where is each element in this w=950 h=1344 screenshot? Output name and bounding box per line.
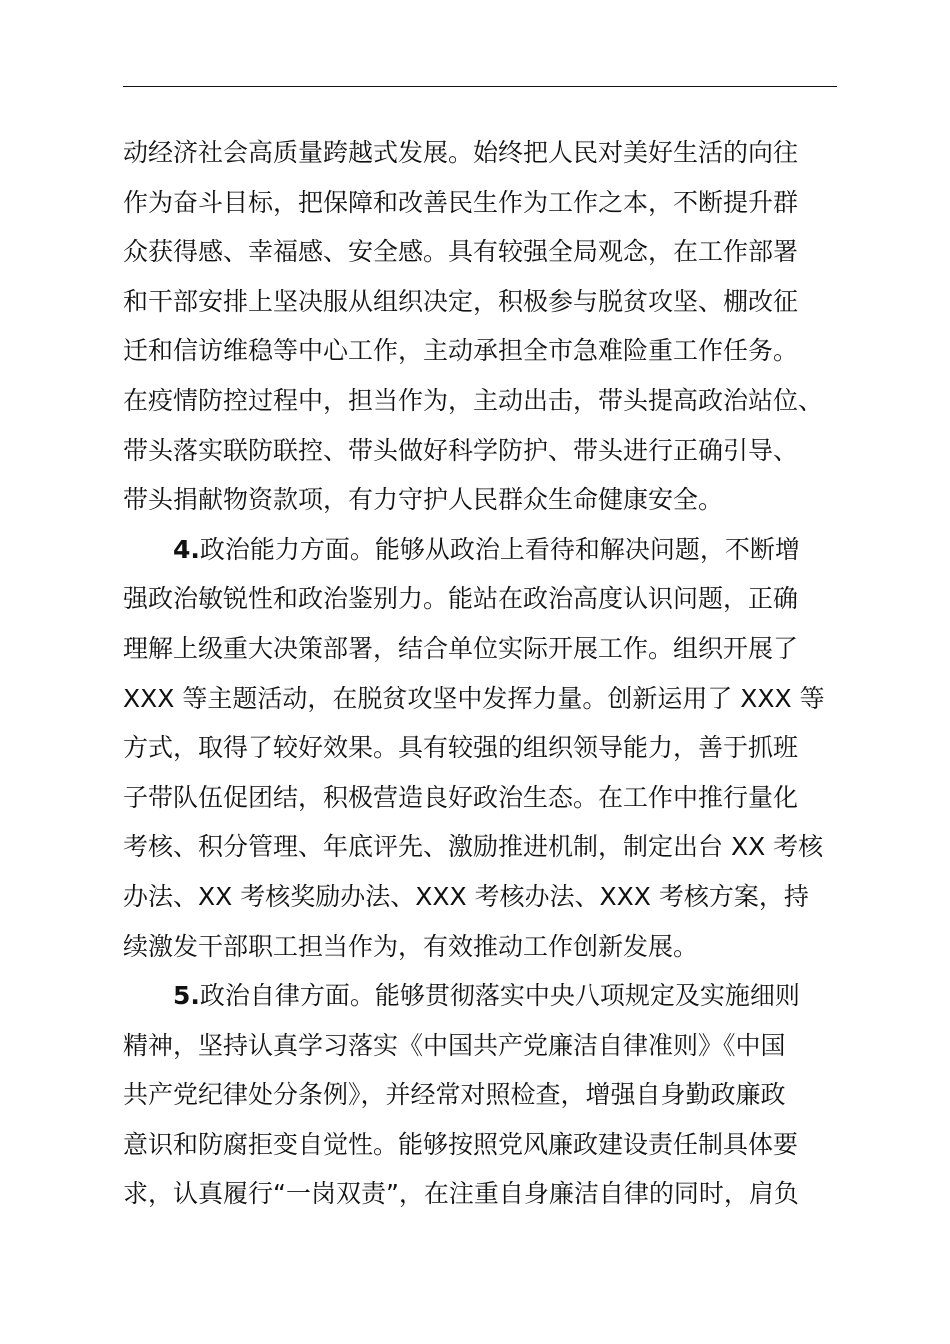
paragraph-line: 强政治敏锐性和政治鉴别力。能站在政治高度认识问题，正确 — [123, 584, 799, 614]
paragraph-line: 方式，取得了较好效果。具有较强的组织领导能力，善于抓班 — [123, 733, 799, 763]
paragraph-line: 求，认真履行“一岗双责”，在注重自身廉洁自律的同时，肩负 — [123, 1179, 799, 1209]
section-heading-text: 政治自律方面。能够贯彻落实中央八项规定及实施细则 — [199, 981, 800, 1011]
paragraph-line: 作为奋斗目标，把保障和改善民生作为工作之本，不断提升群 — [123, 187, 799, 217]
section-heading-line — [123, 525, 837, 575]
paragraph-line: 迁和信访维稳等中心工作，主动承担全市急难险重工作任务。 — [123, 336, 799, 366]
paragraph-line: 共产党纪律处分条例》，并经常对照检查，增强自身勤政廉政 — [123, 1080, 786, 1110]
paragraph-line: 意识和防腐拒变自觉性。能够按照党风廉政建设责任制具体要 — [123, 1129, 799, 1159]
section-number: 4. — [173, 534, 200, 564]
paragraph-line: 子带队伍促团结，积极营造良好政治生态。在工作中推行量化 — [123, 782, 799, 812]
section-heading-text: 政治能力方面。能够从政治上看待和解决问题，不断增 — [199, 534, 800, 564]
body-text — [123, 128, 837, 1219]
section-heading-line — [123, 971, 837, 1021]
section-number: 5. — [173, 981, 200, 1011]
paragraph-line: 动经济社会高质量跨越式发展。始终把人民对美好生活的向往 — [123, 138, 799, 167]
paragraph-line: XXX 等主题活动，在脱贫攻坚中发挥力量。创新运用了 XXX 等 — [123, 683, 825, 713]
paragraph-line: 精神，坚持认真学习落实《中国共产党廉洁自律准则》《中国 — [123, 1030, 786, 1060]
header-rule — [123, 86, 837, 87]
paragraph-line: 理解上级重大决策部署，结合单位实际开展工作。组织开展了 — [123, 633, 799, 663]
paragraph-line: 带头落实联防联控、带头做好科学防护、带头进行正确引导、 — [123, 435, 799, 465]
paragraph-line: 众获得感、幸福感、安全感。具有较强全局观念，在工作部署 — [123, 237, 799, 267]
paragraph-line: 续激发干部职工担当作为，有效推动工作创新发展。 — [123, 931, 699, 961]
paragraph-line: 考核、积分管理、年底评先、激励推进机制，制定出台 XX 考核 — [123, 832, 824, 862]
paragraph-line: 在疫情防控过程中，担当作为，主动出击，带头提高政治站位、 — [123, 385, 824, 415]
paragraph-line: 和干部安排上坚决服从组织决定，积极参与脱贫攻坚、棚改征 — [123, 286, 799, 316]
paragraph-line: 办法、XX 考核奖励办法、XXX 考核办法、XXX 考核方案，持 — [123, 881, 809, 911]
paragraph-line: 带头捐献物资款项，有力守护人民群众生命健康安全。 — [123, 485, 724, 515]
